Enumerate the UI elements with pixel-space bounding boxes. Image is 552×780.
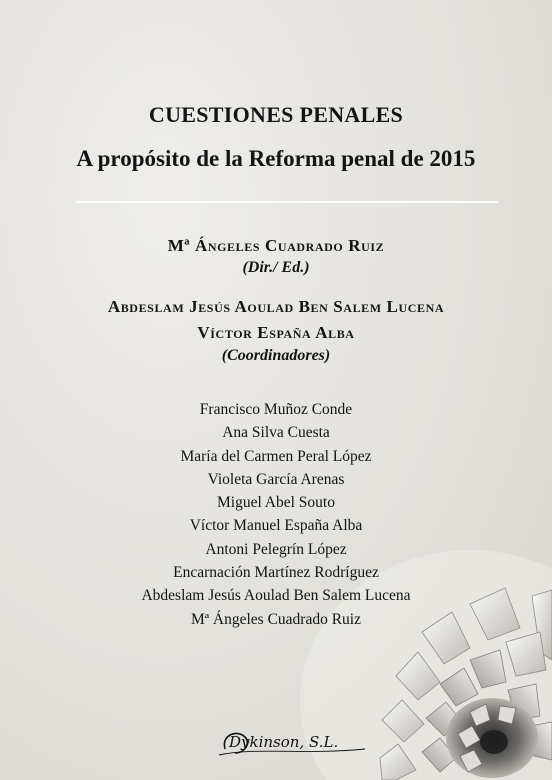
title-divider — [76, 201, 498, 203]
book-subtitle: A propósito de la Reforma penal de 2015 — [76, 146, 476, 171]
book-title: CUESTIONES PENALES — [148, 102, 404, 127]
author-name: María del Carmen Peral López — [180, 447, 372, 465]
coordinators-role: (Coordinadores) — [221, 347, 331, 364]
author-name: Violeta García Arenas — [207, 470, 345, 488]
publisher-name: Dykinson, S.L. — [229, 733, 339, 751]
author-name: Ana Silva Cuesta — [222, 424, 330, 442]
author-name: Víctor Manuel España Alba — [189, 517, 363, 535]
coordinator-name: Abdeslam Jesús Aoulad Ben Salem Lucena — [107, 297, 445, 316]
author-name: Francisco Muñoz Conde — [199, 401, 353, 418]
coordinator-name: Víctor España Alba — [197, 323, 355, 342]
authors-list — [0, 398, 552, 631]
editor-role: (Dir./ Ed.) — [242, 259, 310, 276]
author-name: Miguel Abel Souto — [217, 494, 335, 512]
editor-name: Mª Ángeles Cuadrado Ruiz — [167, 236, 385, 255]
author-name: Mª Ángeles Cuadrado Ruiz — [190, 610, 361, 628]
publisher-logo — [215, 725, 375, 759]
author-name: Abdeslam Jesús Aoulad Ben Salem Lucena — [141, 587, 411, 605]
author-name: Encarnación Martínez Rodríguez — [173, 564, 379, 582]
author-name: Antoni Pelegrín López — [205, 540, 347, 558]
